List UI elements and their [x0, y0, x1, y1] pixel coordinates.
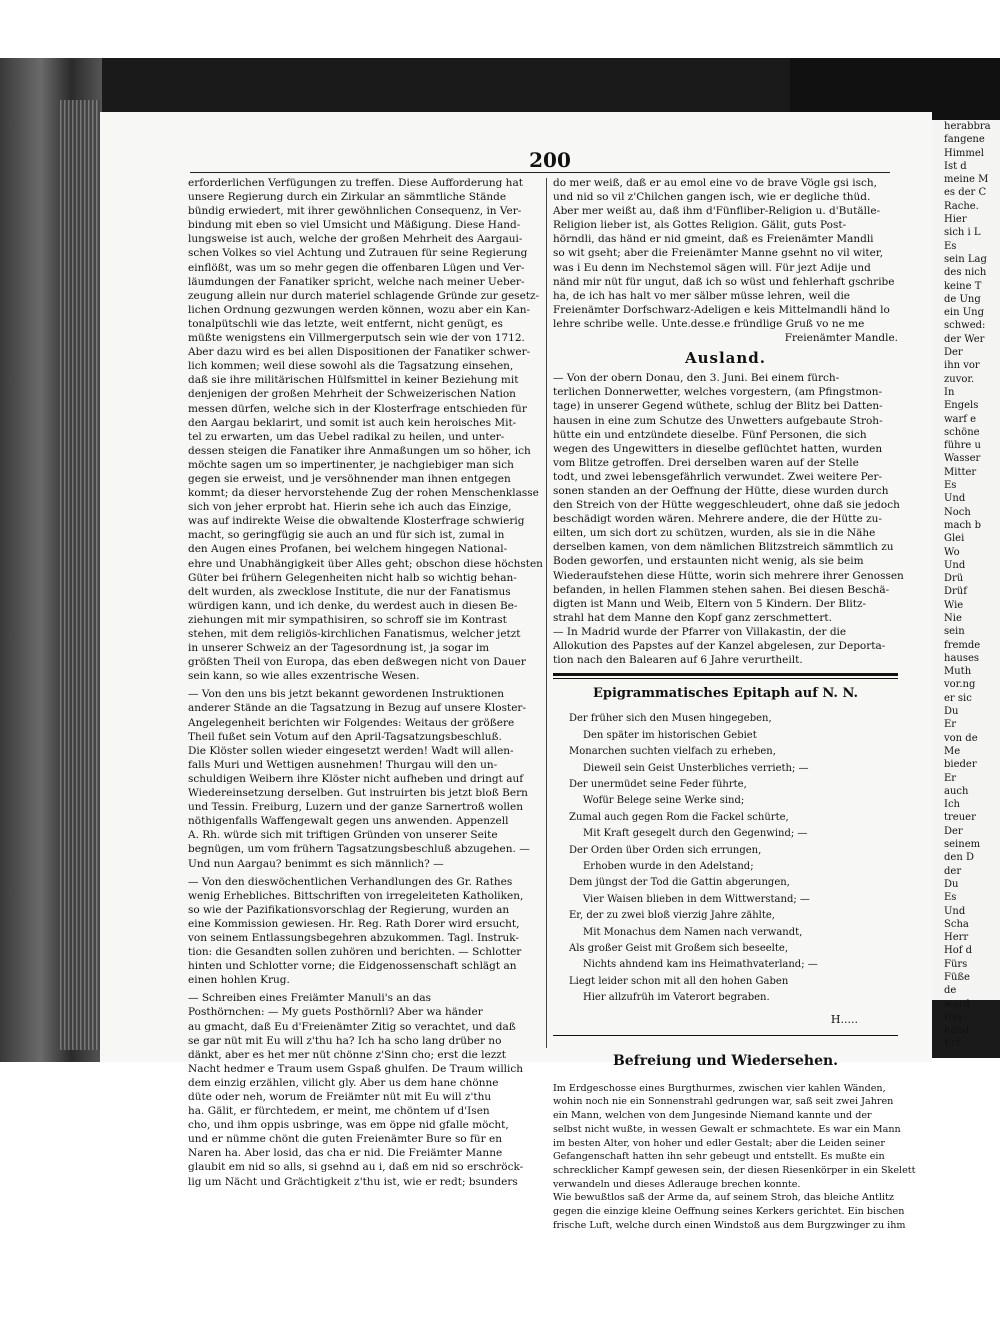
text-line: zeugung allein nur durch materiel schlagende Gründe zur gesetz-	[188, 289, 540, 302]
text-line: hütte ein und entzündete dieselbe. Fünf Personen, die sich	[553, 428, 867, 441]
scan-corner	[790, 58, 1000, 120]
text-fragment: Und	[944, 905, 966, 917]
text-line: do mer weiß, daß er au emol eine vo de brave Vögle gsi isch,	[553, 177, 877, 189]
poem-end-rule	[553, 1035, 898, 1036]
text-line: gegen die einzige kleine Oeffnung seines Kerkers gerichtet. Ein bischen	[553, 1206, 905, 1218]
text-line: Aber mer weißt au, daß ihm d'Fünfliber-Religion u. d'Butälle-	[553, 205, 881, 218]
ausland-heading: Ausland.	[684, 349, 767, 368]
text-line: schuldigen Weibern ihre Klöster nicht aufheben und dringt auf	[188, 772, 524, 785]
text-fragment: Wie	[944, 599, 964, 611]
text-line: wegen des Ungewitters in dieselbe geflüchtet hatten, wurden	[553, 442, 883, 455]
text-line: im besten Alter, von hoher und edler Gestalt; aber die Leiden seiner	[553, 1137, 885, 1149]
text-line: frische Luft, welche durch einen Windstoß aus dem Burgzwinger zu ihm	[553, 1219, 906, 1231]
text-fragment: des nich	[944, 267, 987, 279]
text-line: würdigen kann, und ich denke, du werdest auch in diesen Be-	[188, 599, 518, 612]
text-line: Boden geworfen, und erstaunten nicht wenig, als sie beim	[553, 555, 864, 568]
poem-line: Hier allzufrüh im Vaterort begraben.	[583, 992, 770, 1004]
text-fragment: Du	[944, 706, 959, 718]
poem-line: Er, der zu zwei bloß vierzig Jahre zählte,	[569, 910, 775, 922]
text-line: ha, de ich has halt vo mer sälber müsse lehren, weil die	[553, 289, 851, 302]
text-line: sein kann, so wie alles exzentrische Wesen.	[188, 670, 420, 683]
text-line: glaubit em nid so alls, si gsehnd au i, daß em nid so erschröck-	[188, 1161, 524, 1174]
left-column	[188, 176, 543, 1189]
text-fragment: hauses	[944, 652, 980, 664]
text-line: Nacht hedmer e Traum usem Gspaß ghulfen. De Traum willich	[188, 1062, 524, 1075]
text-line: was i Eu denn im Nechstemol sägen will. Für jezt Adije und	[553, 261, 871, 274]
poem-line: Mit Kraft gesegelt durch den Gegenwind; —	[583, 828, 808, 840]
text-line: dessen steigen die Fanatiker ihre Anmaßungen um so höher, ich	[188, 444, 531, 457]
text-fragment: von de	[944, 732, 978, 744]
text-line: den Augen eines Profanen, bei welchem hingegen National-	[188, 543, 508, 556]
poem-line: Monarchen suchten vielfach zu erheben,	[569, 746, 776, 758]
text-line: Religion lieber ist, als Gottes Religion. Gälit, guts Post-	[553, 219, 847, 232]
text-line: und nid so vil z'Chilchen gangen isch, wie er degliche thüd.	[553, 191, 871, 204]
text-line: verwandeln und dieses Adlerauge brechen konnte.	[553, 1178, 801, 1190]
text-fragment: Herr	[944, 932, 969, 944]
text-line: den Streich von der Hütte weggeschleudert, ohne daß sie jedoch	[553, 499, 900, 512]
text-fragment: word	[944, 998, 970, 1010]
text-fragment: Und	[944, 559, 966, 571]
text-line: von seinem Entlassungsbegehren abzukommen. Tagl. Instruk-	[188, 931, 519, 944]
text-line: lehre schribe welle. Unte.desse.e fründlige Gruß vo ne me	[553, 317, 865, 330]
text-fragment: In	[944, 386, 955, 398]
text-line: und er nümme chönt die guten Freienämter Bure so für en	[188, 1133, 503, 1146]
text-line: nänd mir nüt für ungut, daß ich so wüst und fehlerhaft gschribe	[553, 275, 895, 288]
text-line: Naren ha. Aber losid, das cha er nid. Die Freiämter Manne	[188, 1147, 503, 1160]
text-line: wohin noch nie ein Sonnenstrahl gedrungen war, saß seit zwei Jahren	[553, 1096, 894, 1108]
text-fragment: treuer	[944, 812, 976, 824]
text-line: eine Kommission gewiesen. Hr. Reg. Rath Dorer wird ersucht,	[188, 917, 520, 930]
text-fragment: Ich	[944, 799, 960, 811]
text-fragment: seinem	[944, 839, 981, 851]
text-line: ha. Gälit, er fürchtedem, er meint, me chöntem uf d'Isen	[188, 1105, 490, 1118]
text-fragment: warf e	[944, 413, 977, 425]
page-number: 200	[529, 148, 571, 172]
text-line: nöthigenfalls Waffengewalt gegen uns anwenden. Appenzell	[188, 815, 509, 828]
text-line: Theil fußet sein Votum auf den April-Tagsatzungsbeschluß.	[188, 730, 502, 743]
text-line: Freienämter Dorfschwarz-Adeligen e keis Mittelmandli händ lo	[553, 303, 890, 316]
text-line: hörndli, das händ er nid gmeint, daß es Freienämter Mandli	[553, 233, 874, 246]
facing-page-fragment	[932, 120, 1000, 1050]
text-fragment: bieder	[944, 759, 977, 771]
text-line: Wiedereinsetzung derselben. Gut instruirten bis jetzt bloß Bern	[188, 787, 528, 800]
text-line: derselben kamen, von dem nämlichen Blitzstreich sämmtlich zu	[553, 541, 894, 554]
poem-line: Der früher sich den Musen hingegeben,	[569, 713, 772, 725]
text-line: digten ist Mann und Weib, Eltern von 5 Kindern. Der Blitz-	[553, 597, 867, 610]
poem-line: Als großer Geist mit Großem sich beseelte,	[569, 942, 788, 954]
text-fragment: Der	[944, 825, 963, 837]
text-line: dem einzig erzählen, vilicht gly. Aber us dem hane chönne	[188, 1076, 499, 1089]
text-fragment: auch	[944, 785, 969, 797]
text-fragment: sich i L	[944, 227, 981, 239]
poem	[553, 711, 898, 1006]
text-fragment: zuvor.	[944, 373, 975, 385]
text-line: lich kommen; weil diese sowohl als die Tagsatzung einsehen,	[188, 360, 514, 373]
header-rule	[190, 172, 890, 173]
text-fragment: Noch	[944, 506, 971, 518]
text-line: sonen standen an der Oeffnung der Hütte, diese wurden durch	[553, 484, 889, 497]
poem-line: Der Orden über Orden sich errungen,	[569, 844, 762, 856]
page-edges	[60, 100, 100, 1050]
text-fragment: Es	[944, 892, 957, 904]
poem-line: Den später im historischen Gebiet	[583, 729, 757, 741]
text-fragment: der	[944, 865, 962, 877]
text-line: kommt; da dieser hervorstehende Zug der rohen Menschenklasse	[188, 487, 539, 500]
text-line: Aber dazu wird es bei allen Dispositionen der Fanatiker schwer-	[188, 346, 531, 359]
text-fragment: hand	[944, 1025, 970, 1037]
text-fragment: es der C	[944, 187, 987, 199]
text-line: se gar nüt mit Eu will z'thu ha? Ich ha scho lang drüber no	[188, 1034, 502, 1047]
text-line: möchte sagen um so impertinenter, je nachgiebiger man sich	[188, 458, 514, 471]
text-line: dänkt, aber es het mer nüt chönne z'Sinn cho; erst die lezzt	[188, 1048, 507, 1061]
text-line: Wie bewußtlos saß der Arme da, auf seinem Stroh, das bleiche Antlitz	[553, 1192, 894, 1204]
text-fragment: sein	[944, 626, 965, 638]
text-line: strahl hat dem Manne den Kopf ganz zerschmettert.	[553, 611, 832, 624]
text-line: tel zu erwarten, um das Uebel radikal zu heilen, und unter-	[188, 430, 505, 443]
text-fragment: Er	[944, 719, 957, 731]
text-line: au gmacht, daß Eu d'Freienämter Zitig so verachtet, und daß	[188, 1020, 516, 1033]
text-line: Im Erdgeschosse eines Burgthurmes, zwischen vier kahlen Wänden,	[553, 1082, 886, 1094]
text-line: eilten, um sich dort zu schützen, wurden, als sie in die Nähe	[553, 527, 876, 540]
poem-line: Dieweil sein Geist Unsterbliches verrieth; —	[583, 762, 809, 774]
text-line: Gefangenschaft hatten ihn sehr gebeugt und entstellt. Es mußte ein	[553, 1151, 885, 1163]
column-divider	[546, 178, 547, 1048]
text-fragment: Du	[944, 878, 959, 890]
text-fragment: Mitter	[944, 466, 977, 478]
text-fragment: Engels	[944, 400, 979, 412]
text-fragment: Drü	[944, 573, 964, 585]
text-fragment: vor.ng	[944, 679, 976, 691]
text-line: lig um Nächt und Grächtigkeit z'thu ist, wie er redt; bsunders	[188, 1175, 518, 1188]
poem-line: Mit Monachus dem Namen nach verwandt,	[583, 926, 803, 938]
text-line: denjenigen der großen Mehrheit der Schweizerischen Nation	[188, 388, 516, 401]
poem-line: Wofür Belege seine Werke sind;	[583, 795, 745, 807]
text-line: gegen sie erweist, und je versöhnender man ihnen entgegen	[188, 472, 511, 485]
poem-line: Liegt leider schon mit all den hohen Gaben	[569, 975, 789, 987]
text-line: — Von der obern Donau, den 3. Juni. Bei einem fürch-	[553, 372, 840, 385]
text-line: sich von jeher erprobt hat. Hierin sehe ich auch das Einzige,	[188, 501, 512, 514]
text-fragment: sein Lag	[944, 253, 987, 265]
text-line: schrecklicher Kampf gewesen sein, der diesen Riesenkörper in ein Skelett	[553, 1165, 916, 1176]
text-line: tion: die Gesandten sollen zuhören und berichten. — Schlotter	[188, 946, 522, 959]
poem-line: Dem jüngst der Tod die Gattin abgerungen,	[569, 877, 790, 889]
text-fragment: Wo	[944, 546, 960, 558]
text-fragment: führe u	[944, 440, 981, 452]
text-line: einflößt, was um so mehr gegen die offenbaren Lügen und Ver-	[188, 261, 525, 274]
text-line: Allokution des Papstes auf der Kanzel abgelesen, zur Deporta-	[553, 640, 886, 652]
text-line: düte oder neh, worum de Freiämter nüt mit Eu will z'thu	[188, 1091, 492, 1103]
text-fragment: Ist d	[944, 160, 967, 172]
text-fragment: Hof d	[944, 945, 973, 957]
text-line: ein Mann, welchen von dem Jungesinde Niemand kannte und der	[553, 1110, 872, 1122]
text-line: anderer Stände an die Tagsatzung in Bezug auf unsere Kloster-	[188, 702, 526, 715]
text-fragment: Hier	[944, 214, 967, 226]
text-fragment: schöne	[944, 426, 980, 438]
text-fragment: de Ung	[944, 293, 981, 305]
text-line: in unserer Schweiz an der Tagesordnung ist, ja sogar im	[188, 642, 490, 655]
text-line: Angelegenheit berichten wir Folgendes: Weitaus der größere	[188, 716, 515, 729]
text-line: — Von den uns bis jetzt bekannt gewordenen Instruktionen	[188, 688, 504, 701]
text-line: begnügen, um vom frühern Tagsatzungsbeschluß abzugehen. —	[188, 843, 530, 856]
text-line: — Schreiben eines Freiämter Manuli's an das	[188, 992, 432, 1005]
text-line: delt wurden, als zwecklose Institute, die nur der Fanatismus	[188, 585, 511, 598]
text-line: vom Blitze getroffen. Drei derselben waren auf der Stelle	[553, 456, 859, 469]
text-fragment: herabbra	[944, 121, 991, 132]
text-fragment: Himmel	[944, 147, 984, 159]
text-line: ehre und Unabhängigkeit über Alles geht; obschon diese höchsten	[188, 557, 543, 570]
text-fragment: den D	[944, 852, 974, 864]
story-heading: Befreiung und Wiedersehen.	[612, 1052, 839, 1069]
text-line: unsere Regierung durch ein Zirkular an sämmtliche Stände	[188, 191, 507, 204]
text-fragment: Wasser	[944, 453, 981, 465]
text-line: so wie der Pazifikationsvorschlag der Regierung, wurden an	[188, 903, 510, 916]
text-line: Wiederaufstehen diese Hütte, worin sich mehrere ihrer Genossen	[553, 569, 904, 582]
text-line: bindung mit eben so viel Umsicht und Mäßigung. Diese Hand-	[188, 219, 521, 232]
text-line: tion nach den Balearen auf 6 Jahre verurtheilt.	[553, 654, 803, 667]
text-line: ziehungen mit mir sympathisiren, so schroff sie im Kontrast	[188, 613, 507, 626]
text-fragment: meine M	[944, 174, 989, 186]
text-line: Die Klöster sollen wieder eingesetzt werden! Wadt will allen-	[188, 744, 514, 757]
text-line: lichen Ordnung gezwungen werden können, wozu aber ein Kan-	[188, 303, 531, 316]
text-line: größten Theil von Europa, das eben deßwegen nicht von Dauer	[188, 656, 526, 669]
text-line: daß sie ihre militärischen Hülfsmittel in keiner Beziehung mit	[188, 374, 519, 387]
section-rule	[553, 673, 898, 676]
text-line: und Tessin. Freiburg, Luzern und der ganze Sarnertroß wollen	[188, 801, 524, 814]
text-fragment: fangene	[944, 134, 985, 146]
text-line: was auf indirekte Weise die obwaltende Klosterfrage schwierig	[188, 515, 525, 528]
text-fragment: Rache.	[944, 200, 979, 212]
text-fragment: fremde	[944, 639, 981, 651]
text-line: hausen in eine zum Schutze des Unwetters aufgebaute Stroh-	[553, 414, 883, 427]
text-fragment: Muth	[944, 666, 972, 678]
text-fragment: Erf	[944, 1038, 960, 1050]
text-fragment: Drüf	[944, 586, 967, 598]
text-line: bündig erwiedert, mit ihrer gewöhnlichen Consequenz, in Ver-	[188, 205, 522, 218]
text-line: wenig Erhebliches. Bittschriften von irregeleiteten Katholiken,	[188, 889, 524, 902]
text-fragment: Und	[944, 493, 966, 505]
text-line: cho, und ihm oppis usbringe, was em öppe nid gfalle möcht,	[188, 1119, 509, 1132]
text-fragment: Fürs	[944, 958, 968, 970]
text-line: tage) in unserer Gegend wüthete, schlug der Blitz bei Datten-	[553, 400, 883, 413]
poem-line: Vier Waisen blieben in dem Wittwerstand; —	[583, 893, 810, 905]
text-line: todt, und zwei lebensgefährlich verwundet. Zwei weitere Per-	[553, 470, 883, 483]
poem-line: Erhoben wurde in den Adelstand;	[583, 860, 754, 872]
text-line: Güter bei frühern Gelegenheiten nicht halb so wichtig behan-	[188, 571, 517, 584]
story-text	[553, 1082, 916, 1233]
right-column	[553, 176, 916, 1233]
poem-line: Zumal auch gegen Rom die Fackel schürte,	[569, 811, 789, 823]
text-line: beschädigt worden wären. Mehrere andere, die der Hütte zu-	[553, 513, 882, 526]
text-fragment: ihn vor	[944, 360, 980, 372]
text-line: müßte wenigstens ein Villmergerputsch sein wie der von 1712.	[188, 332, 525, 345]
text-line: falls Muri und Wettigen ausnehmen! Thurgau will den un-	[188, 758, 498, 771]
text-fragment: Nie	[944, 612, 962, 624]
text-line: selbst nicht wußte, in wessen Gewalt er schmachtete. Es war ein Mann	[553, 1123, 901, 1135]
text-fragment: Es	[944, 480, 957, 492]
text-line: befanden, in hellen Flammen stehen sahen. Bei diesen Beschä-	[553, 583, 890, 596]
text-line: lungsweise ist auch, welche der großen Mehrheit des Aargaui-	[188, 233, 523, 246]
text-line: Posthörnchen: — My guets Posthörnli? Aber wa händer	[188, 1006, 483, 1019]
text-line: A. Rh. würde sich mit triftigen Gründen von unserer Seite	[188, 829, 498, 842]
text-line: läumdungen der Fanatiker spricht, welche nach meiner Ueber-	[188, 275, 525, 288]
text-fragment: frei	[944, 1011, 962, 1023]
text-fragment: er sic	[944, 692, 972, 704]
text-line: messen dürfen, welche sich in der Klosterfrage entschieden für	[188, 402, 527, 415]
text-line: macht, so geringfügig sie auch an und für sich ist, zumal in	[188, 529, 505, 542]
text-line: tonalpütschli wie das letzte, weit entfernt, nicht genügt, es	[188, 317, 503, 330]
text-fragment: mach b	[944, 519, 982, 531]
text-fragment: Scha	[944, 918, 969, 930]
ausland-article	[553, 371, 904, 667]
text-line: — Von den dieswöchentlichen Verhandlungen des Gr. Rathes	[188, 875, 513, 888]
text-fragment: schwed:	[944, 320, 986, 332]
text-line: hinten und Schlotter vorne; die Eidgenossenschaft schlägt an	[188, 960, 517, 973]
section-rule-thin	[553, 678, 898, 679]
text-line: stehen, mit dem religiös-kirchlichen Fanatismus, welcher jetzt	[188, 628, 521, 640]
text-line: schen Volkes so viel Achtung und Zutrauen für seine Regierung	[188, 247, 528, 260]
text-fragment: der Wer	[944, 333, 985, 345]
text-fragment: de	[944, 985, 957, 997]
text-fragment: Er	[944, 772, 957, 784]
poem-signature: H.....	[830, 1012, 858, 1026]
text-line: Und nun Aargau? benimmt es sich männlich? —	[188, 857, 444, 870]
text-fragment: Glei	[944, 533, 965, 545]
text-line: terlichen Donnerwetter, welches vorgestern, (am Pfingstmon-	[553, 386, 883, 399]
text-line: erforderlichen Verfügungen zu treffen. Diese Aufforderung hat	[188, 177, 523, 189]
poem-heading: Epigrammatisches Epitaph auf N. N.	[592, 686, 859, 702]
text-fragment: Der	[944, 347, 963, 359]
text-line: den Aargau beklarirt, und somit ist auch kein heroisches Mit-	[188, 416, 517, 429]
text-fragment: Füße	[944, 972, 970, 983]
text-fragment: keine T	[944, 280, 982, 292]
poem-line: Der unermüdet seine Feder führte,	[569, 778, 747, 790]
text-line: — In Madrid wurde der Pfarrer von Villakastin, der die	[553, 625, 847, 638]
text-line: einen hohlen Krug.	[188, 974, 290, 987]
text-fragment: Me	[944, 745, 961, 757]
text-fragment: Es	[944, 240, 957, 252]
letter-signature: Freienämter Mandle.	[784, 332, 898, 345]
text-fragment: ein Ung	[944, 307, 985, 319]
poem-line: Nichts ahndend kam ins Heimathvaterland; —	[583, 959, 818, 971]
letter-continuation	[553, 176, 898, 331]
text-line: so wit gseht; aber die Freienämter Manne gsehnt no vil witer,	[553, 247, 884, 260]
